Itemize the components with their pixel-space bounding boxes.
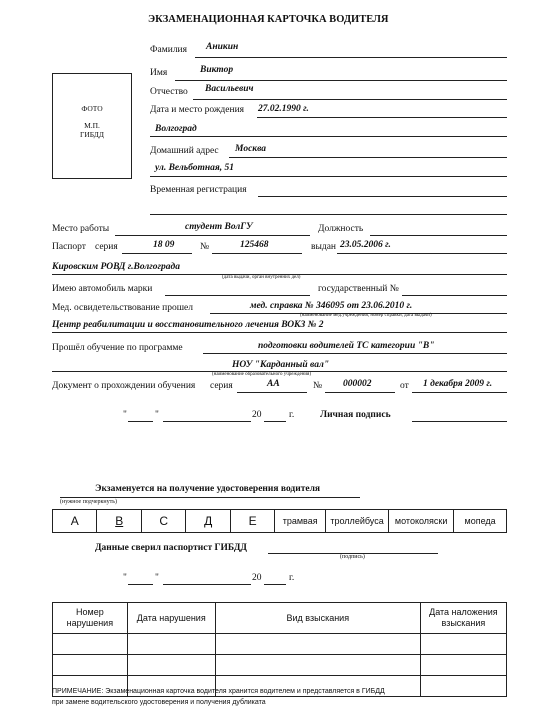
address-street-value: ул. Вельботная, 51 <box>155 163 235 173</box>
work-place-value: студент ВолГУ <box>185 222 253 232</box>
table-cell[interactable] <box>53 655 128 676</box>
address-city-value: Москва <box>235 144 267 154</box>
passport-issued-label: выдан <box>311 242 337 252</box>
birth-place-line <box>150 136 507 137</box>
medical-value: мед. справка № 346095 от 23.06.2010 г. <box>250 301 413 311</box>
passport-series-value: 18 09 <box>153 240 175 250</box>
work-place-line <box>115 235 310 236</box>
school-value: НОУ "Карданный вал" <box>232 360 330 370</box>
medical-hint: (наименование мед.учреждения, номер справки, дата выдачи) <box>300 313 432 318</box>
temp-reg-label: Временная регистрация <box>150 185 247 195</box>
table-cell[interactable] <box>53 634 128 655</box>
patronymic-line <box>193 99 507 100</box>
temp-reg-line <box>258 196 507 197</box>
exam-heading-line <box>60 497 360 498</box>
position-line <box>370 235 507 236</box>
medical-label: Мед. освидетельствование прошел <box>52 303 193 313</box>
address-label: Домашний адрес <box>150 146 219 156</box>
doc-date-value: 1 декабря 2009 г. <box>423 379 493 389</box>
category-motor-carriage[interactable]: мотоколяски <box>389 510 454 533</box>
school-hint: (наименование образовательного учреждения) <box>212 372 312 377</box>
temp-reg-line-2 <box>150 214 507 215</box>
passport-issued-line <box>337 253 507 254</box>
sign1-quote-close: " <box>155 410 159 420</box>
check-hint: (подпись) <box>340 554 365 560</box>
table-cell[interactable] <box>215 655 420 676</box>
address-line <box>229 157 507 158</box>
doc-num-value: 000002 <box>343 379 372 389</box>
passport-label: Паспорт <box>52 242 86 252</box>
state-num-line <box>402 295 507 296</box>
patronymic-label: Отчество <box>150 87 188 97</box>
passport-issued-date: 23.05.2006 г. <box>340 240 391 250</box>
category-tram[interactable]: трамвая <box>275 510 326 533</box>
check-label: Данные сверил паспортист ГИБДД <box>95 543 247 553</box>
birth-line <box>257 117 507 118</box>
exam-hint: (нужное подчеркнуть) <box>60 499 117 505</box>
doc-date-line <box>412 392 507 393</box>
sign2-month-line <box>163 584 251 585</box>
vehicle-line <box>165 295 310 296</box>
sign2-year-label: 20 <box>252 573 262 583</box>
signature-line <box>412 421 507 422</box>
name-label: Имя <box>150 68 168 78</box>
sign2-year-line <box>264 584 286 585</box>
sign1-g-label: г. <box>289 410 295 420</box>
doc-from-label: от <box>400 381 409 391</box>
sign1-quote-open: " <box>123 410 127 420</box>
table-row <box>53 655 507 676</box>
note-line-2: при замене водительского удостоверения и получения дубликата <box>52 699 266 706</box>
passport-series-line <box>122 253 192 254</box>
table-cell[interactable] <box>420 634 506 655</box>
passport-num-line <box>212 253 302 254</box>
note-line-1: ПРИМЕЧАНИЕ: Экзаменационная карточка водителя хранится водителем и представляется в ГИБДД <box>52 688 385 695</box>
page-title: ЭКЗАМЕНАЦИОННАЯ КАРТОЧКА ВОДИТЕЛЯ <box>148 14 389 25</box>
table-row <box>53 634 507 655</box>
birth-place-value: Волгоград <box>155 124 197 134</box>
violation-number-header: Номер нарушения <box>53 603 128 634</box>
category-c[interactable]: С <box>141 510 185 533</box>
surname-line <box>195 57 507 58</box>
doc-num-line <box>325 392 395 393</box>
state-num-label: государственный № <box>318 284 399 294</box>
name-line <box>175 80 507 81</box>
medical-center-line <box>52 332 507 333</box>
doc-series-label: серия <box>210 381 233 391</box>
surname-value: Аникин <box>206 42 239 52</box>
table-cell[interactable] <box>127 634 215 655</box>
categories-table <box>52 509 507 533</box>
table-cell[interactable] <box>420 676 506 697</box>
sign1-year-line <box>264 421 286 422</box>
doc-series-line <box>237 392 307 393</box>
stamp-label: М.П. <box>84 121 100 130</box>
penalty-date-header: Дата наложения взыскания <box>420 603 506 634</box>
passport-num-value: 125468 <box>240 240 269 250</box>
birth-date-value: 27.02.1990 г. <box>258 104 309 114</box>
doc-label: Документ о прохождении обучения <box>52 381 196 391</box>
passport-series-label: серия <box>95 242 118 252</box>
surname-label: Фамилия <box>150 45 188 55</box>
address-street-line <box>150 176 507 177</box>
table-cell[interactable] <box>420 655 506 676</box>
passport-issued-by: Кировским РОВД г.Волгограда <box>52 262 180 272</box>
category-e[interactable]: Е <box>230 510 274 533</box>
training-line <box>203 353 507 354</box>
category-moped[interactable]: мопеда <box>454 510 507 533</box>
sign1-month-line <box>163 421 251 422</box>
penalty-type-header: Вид взыскания <box>215 603 420 634</box>
sign2-day-line <box>128 584 153 585</box>
category-trolleybus[interactable]: троллейбуса <box>326 510 389 533</box>
name-value: Виктор <box>200 65 234 75</box>
work-place-label: Место работы <box>52 224 110 234</box>
category-b[interactable]: В <box>97 510 141 533</box>
passport-num-label: № <box>200 242 210 252</box>
violation-date-header: Дата нарушения <box>127 603 215 634</box>
training-label: Прошёл обучение по программе <box>52 343 183 353</box>
table-cell[interactable] <box>215 634 420 655</box>
gibdd-label: ГИБДД <box>79 130 104 139</box>
sign2-g-label: г. <box>289 573 295 583</box>
violations-table <box>52 602 507 697</box>
sign1-year-label: 20 <box>252 410 262 420</box>
signature-label: Личная подпись <box>320 410 391 420</box>
sign1-day-line <box>128 421 153 422</box>
sign2-quote-close: " <box>155 573 159 583</box>
table-cell[interactable] <box>127 655 215 676</box>
doc-num-label: № <box>313 381 323 391</box>
sign2-quote-open: " <box>123 573 127 583</box>
category-a[interactable]: А <box>53 510 97 533</box>
photo-label: ФОТО <box>81 104 103 113</box>
passport-issued-hint: (дата выдачи, орган внутренних дел) <box>222 275 301 280</box>
photo-box <box>52 73 132 179</box>
doc-series-value: АА <box>267 379 280 389</box>
training-program: подготовки водителей ТС категории "В" <box>258 341 435 351</box>
vehicle-label: Имею автомобиль марки <box>52 284 153 294</box>
category-d[interactable]: Д <box>186 510 230 533</box>
patronymic-value: Васильевич <box>205 84 254 94</box>
birth-label: Дата и место рождения <box>150 105 245 115</box>
position-label: Должность <box>318 224 364 234</box>
exam-heading: Экзаменуется на получение удостоверения водителя <box>95 484 321 494</box>
medical-center: Центр реабилитации и восстановительного лечения ВОКЗ № 2 <box>52 320 324 330</box>
